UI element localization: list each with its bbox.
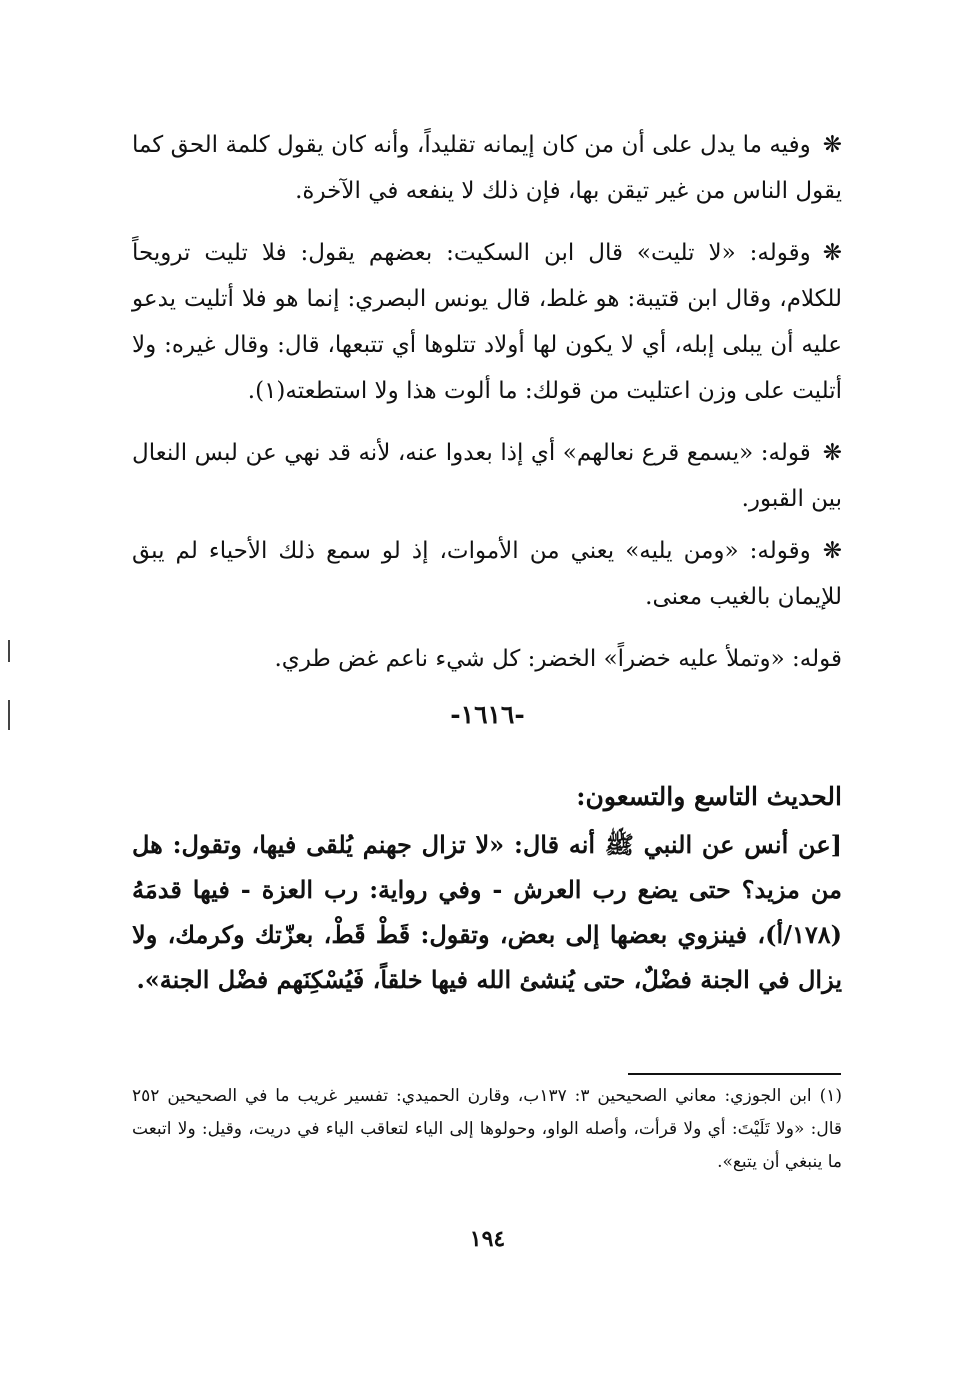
page-number: ١٩٤	[469, 1226, 506, 1252]
asterisk-icon: ❋	[822, 132, 842, 158]
footnote-divider	[628, 1073, 841, 1075]
asterisk-icon: ❋	[822, 538, 842, 564]
paragraph-1	[132, 122, 842, 214]
scan-mark	[8, 700, 10, 730]
footnote-1: (١) ابن الجوزي: معاني الصحيحين ٣: ١٣٧ب، وقارن الحميدي: تفسير غريب ما في الصحيحين ٢٥٢ قال: «ولا تَلَيْتَ: أي ولا قرأت، وأصله الواو، وحولوها إلى الياء لتعاقب الياء في دريت، وقيل: ولا اتبعت ما ينبغي أن يتبع».	[132, 1086, 842, 1172]
paragraph-1-text: وفيه ما يدل على أن من كان إيمانه تقليداً، وأنه كان يقول كلمة الحق كما يقول الناس من غير تيقن بها، فإن ذلك لا ينفعه في الآخرة.	[132, 132, 842, 204]
scan-mark	[8, 640, 10, 662]
paragraph-2	[132, 230, 842, 414]
paragraph-5-text: قوله: «وتملأ عليه خضراً» الخضر: كل شيء ناعم غض طري.	[274, 646, 842, 672]
section-number: -١٦١٦-	[450, 700, 525, 729]
paragraph-4-text: وقوله: «ومن يليه» يعني من الأموات، إذ لو سمع ذلك الأحياء لم يبق للإيمان بالغيب معنى.	[132, 538, 842, 610]
paragraph-4	[132, 528, 842, 620]
section-heading: الحديث التاسع والتسعون:	[576, 782, 842, 811]
asterisk-icon: ❋	[822, 240, 842, 266]
hadith-text: [عن أنس عن النبي ﷺ أنه قال: «لا تزال جهنم يُلقى فيها، وتقول: هل من مزيد؟ حتى يضع رب العرش - وفي رواية: رب العزة - فيها قدمَهُ (١٧٨/أ)، فينزوي بعضها إلى بعض، وتقول: قَطْ قَطْ، بعزّتك وكرمك، ولا يزال في الجنة فضْلٌ، حتى يُنشئ الله فيها خلقاً، فَيُسْكِنَهم فضْل الجنة».	[132, 830, 843, 994]
paragraph-3	[132, 430, 842, 522]
paragraph-5	[132, 636, 842, 682]
paragraph-2-text: وقوله: «لا تليت» قال ابن السكيت: بعضهم يقول: فلا تليت ترويحاً للكلام، وقال ابن قتيبة: هو غلط، قال يونس البصري: إنما هو فلا أتليت يدعو عليه أن يبلى إبله، أي لا يكون لها أولاد تتلوها أي تتبعها، قال: وقال غيره: ولا أتليت على وزن اعتليت من قولك: ما ألوت هذا ولا استطعته(١).	[132, 240, 842, 404]
paragraph-3-text: قوله: «يسمع قرع نعالهم» أي إذا بعدوا عنه، لأنه قد نهي عن لبس النعال بين القبور.	[132, 440, 842, 512]
asterisk-icon: ❋	[822, 440, 842, 466]
